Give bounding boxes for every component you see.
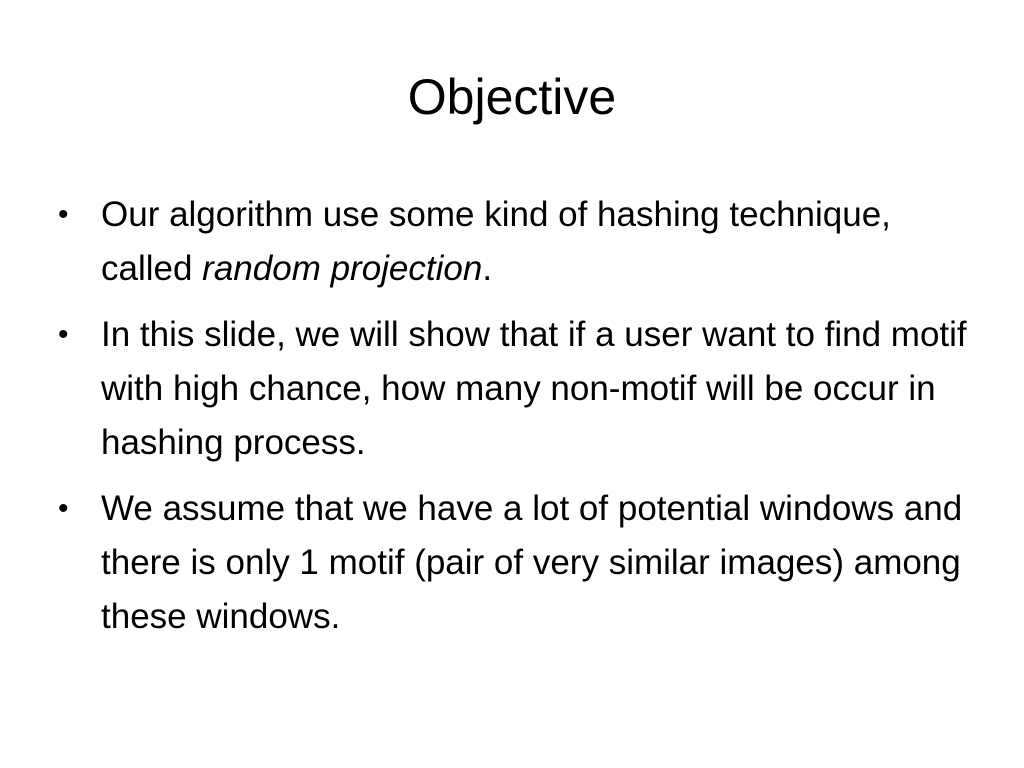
bullet-text-before: Our algorithm use some kind of hashing technique, called (101, 195, 891, 288)
slide-title: Objective (407, 69, 617, 125)
bullet-item (58, 188, 978, 296)
bullet-icon: • (58, 492, 69, 525)
bullet-text (101, 188, 978, 296)
bullet-item (58, 308, 978, 470)
bullet-icon: • (58, 198, 69, 231)
emphasis-text: random projection (202, 249, 483, 288)
bullet-text: We assume that we have a lot of potential windows and there is only 1 motif (pair of very similar images) among these windows. (101, 489, 963, 636)
bullet-icon: • (58, 318, 69, 351)
bullet-list (58, 188, 978, 656)
bullet-text-after: . (482, 249, 493, 288)
bullet-item (58, 482, 978, 644)
bullet-text: In this slide, we will show that if a user want to find motif with high chance, how many non-motif will be occur in hashing process. (101, 315, 967, 462)
